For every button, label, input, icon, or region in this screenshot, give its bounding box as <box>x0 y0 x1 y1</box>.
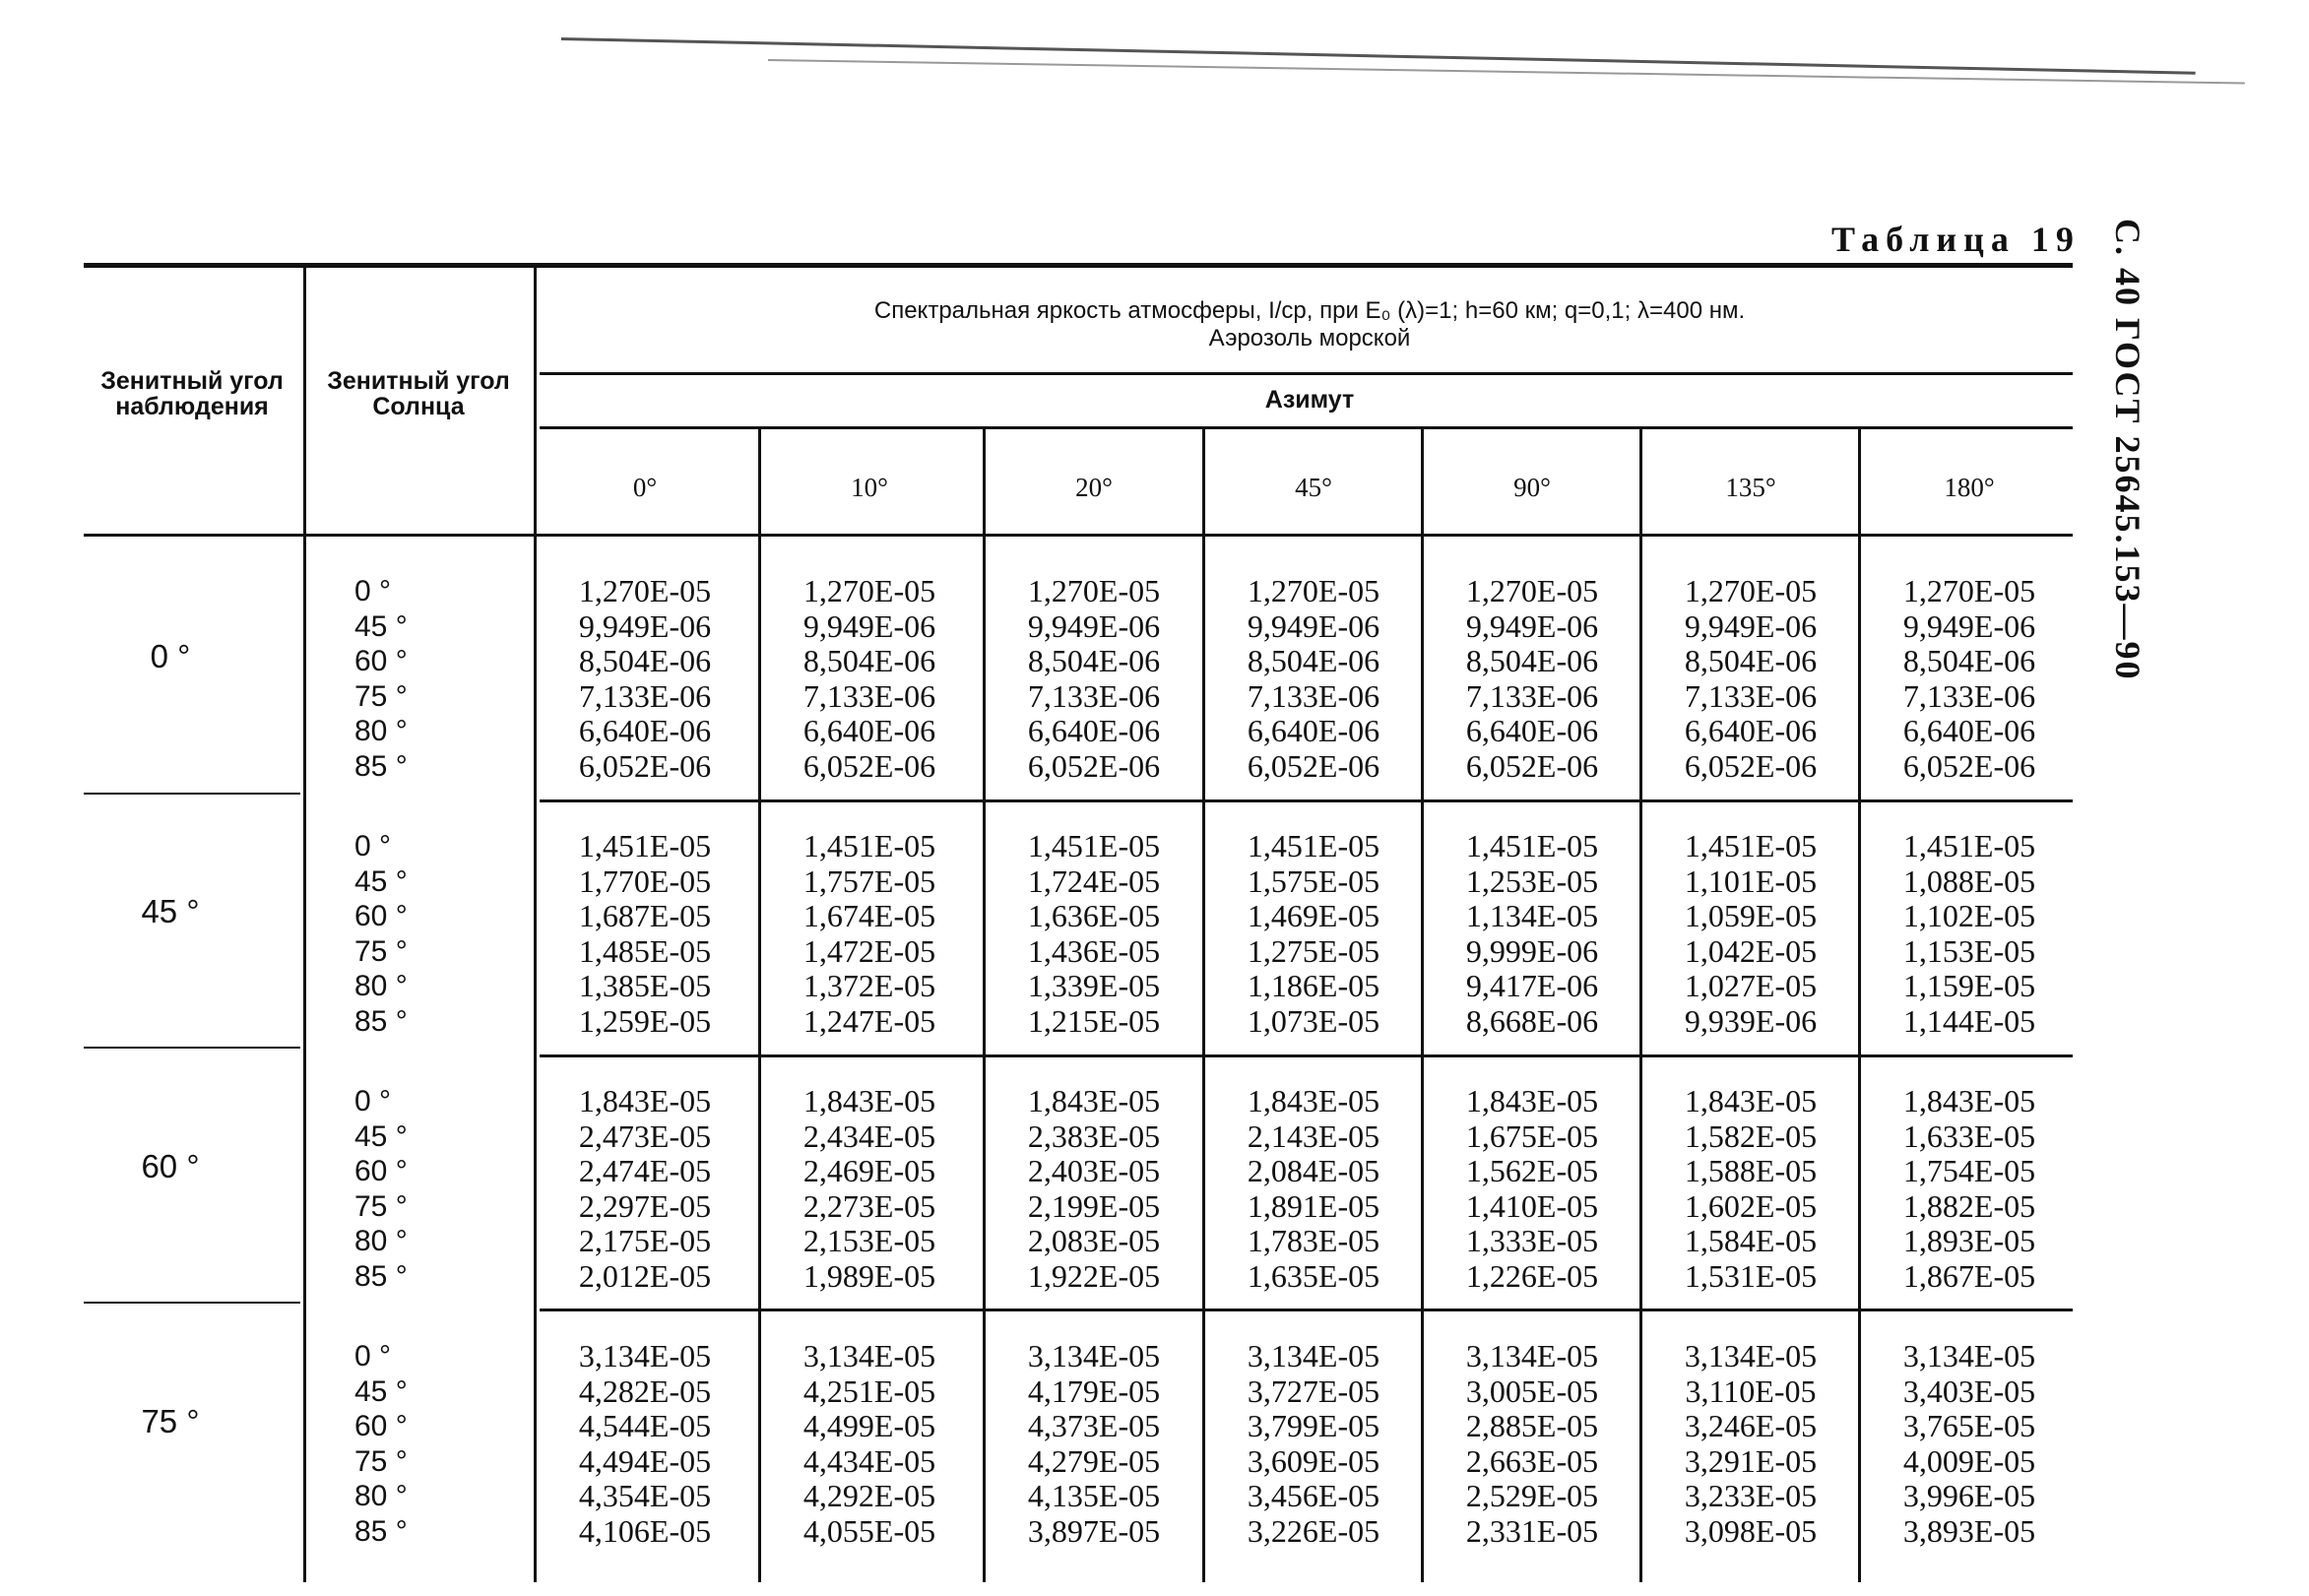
table-cell: 1,333E-05 <box>1465 1223 1599 1258</box>
azimuth-header: 45° <box>1295 473 1332 502</box>
table-cell: 1,270E-05 <box>1465 573 1599 608</box>
table-cell: 6,052E-06 <box>1027 747 1161 784</box>
table-cell: 1,891E-05 <box>1247 1187 1380 1224</box>
table-cell: 3,134E-05 <box>578 1338 712 1373</box>
sun-angle: 80 ° <box>354 1225 408 1257</box>
azimuth-header: 90° <box>1513 473 1551 502</box>
table-cell: 2,084E-05 <box>1247 1153 1380 1188</box>
table-cell: 1,385E-05 <box>578 968 712 1003</box>
value-column <box>761 1084 978 1294</box>
table-cell: 1,472E-05 <box>802 932 936 969</box>
table-cell: 1,153E-05 <box>1902 932 2036 969</box>
column-rule <box>303 263 306 1582</box>
table-cell: 3,403E-05 <box>1902 1373 2036 1409</box>
table-cell: 1,893E-05 <box>1902 1223 2036 1258</box>
sun-angle: 85 ° <box>354 1259 408 1293</box>
table-cell: 1,101E-05 <box>1684 862 1818 899</box>
table-cell: 1,770E-05 <box>578 862 712 899</box>
page-side-caption: С. 40 ГОСТ 25645.153—90 <box>2108 219 2148 681</box>
table-cell: 2,885E-05 <box>1465 1408 1599 1443</box>
group-rule <box>540 799 2073 802</box>
table-cell: 1,226E-05 <box>1465 1257 1599 1294</box>
table-cell: 1,073E-05 <box>1247 1002 1380 1039</box>
sun-angle: 45 ° <box>354 1119 408 1153</box>
table-cell: 6,640E-06 <box>1465 713 1599 748</box>
table-cell: 1,451E-05 <box>1465 828 1599 863</box>
sun-angle: 85 ° <box>354 749 408 783</box>
header-rule-1 <box>540 372 2073 375</box>
value-column <box>761 829 978 1039</box>
table-cell: 9,417E-06 <box>1465 968 1599 1003</box>
azimuth-header: 10° <box>851 473 888 502</box>
value-column <box>1424 829 1640 1039</box>
table-cell: 3,134E-05 <box>1902 1338 2036 1373</box>
table-cell: 1,562E-05 <box>1465 1153 1599 1188</box>
azimuth-header: 20° <box>1075 473 1113 502</box>
table-cell: 6,640E-06 <box>578 713 712 748</box>
table-cell: 1,531E-05 <box>1684 1257 1818 1294</box>
header-bottom-rule <box>84 534 2073 537</box>
value-column <box>1861 574 2078 784</box>
table-cell: 1,270E-05 <box>1902 573 2036 608</box>
table-cell: 4,106E-05 <box>578 1512 712 1549</box>
table-cell: 2,474E-05 <box>578 1153 712 1188</box>
table-cell: 4,179E-05 <box>1027 1373 1161 1409</box>
table-cell: 1,757E-05 <box>802 862 936 899</box>
table-cell: 6,052E-06 <box>578 747 712 784</box>
table-cell: 9,999E-06 <box>1465 932 1599 969</box>
table-cell: 1,867E-05 <box>1902 1257 2036 1294</box>
table-cell: 6,640E-06 <box>1902 713 2036 748</box>
table-cell: 1,059E-05 <box>1684 898 1818 933</box>
table-cell: 9,949E-06 <box>1684 607 1818 644</box>
table-cell: 2,175E-05 <box>578 1223 712 1258</box>
value-column <box>761 1339 978 1549</box>
sun-angle: 60 ° <box>354 645 408 677</box>
sun-angle: 75 ° <box>354 679 408 713</box>
table-cell: 1,882E-05 <box>1902 1187 2036 1224</box>
table-cell: 1,843E-05 <box>1027 1083 1161 1118</box>
table-cell: 1,275E-05 <box>1247 932 1380 969</box>
table-cell: 2,143E-05 <box>1247 1117 1380 1154</box>
value-column <box>1424 1084 1640 1294</box>
sun-angle: 80 ° <box>354 1480 408 1512</box>
table-cell: 2,012E-05 <box>578 1257 712 1294</box>
table-cell: 6,640E-06 <box>1247 713 1380 748</box>
value-column <box>986 829 1202 1039</box>
value-column <box>537 1339 753 1549</box>
table-cell: 7,133E-06 <box>1902 677 2036 714</box>
table-cell: 6,052E-06 <box>1247 747 1380 784</box>
table-cell: 4,279E-05 <box>1027 1442 1161 1479</box>
value-column <box>1861 1339 2078 1549</box>
table-top-rule <box>84 263 2073 268</box>
value-column <box>1205 574 1422 784</box>
table-cell: 3,246E-05 <box>1684 1408 1818 1443</box>
table-cell: 6,052E-06 <box>802 747 936 784</box>
table-cell: 1,372E-05 <box>802 968 936 1003</box>
sun-angle: 0 ° <box>354 1340 392 1373</box>
table-cell: 1,724E-05 <box>1027 862 1161 899</box>
value-column <box>1424 1339 1640 1549</box>
table-cell: 1,602E-05 <box>1684 1187 1818 1224</box>
sun-angle: 45 ° <box>354 609 408 643</box>
observation-angle: 45 ° <box>141 893 200 929</box>
table-cell: 1,247E-05 <box>802 1002 936 1039</box>
table-cell: 4,499E-05 <box>802 1408 936 1443</box>
sun-angle: 45 ° <box>354 864 408 898</box>
value-column <box>1861 829 2078 1039</box>
table-cell: 1,410E-05 <box>1465 1187 1599 1224</box>
table-cell: 8,504E-06 <box>1684 643 1818 678</box>
value-column <box>537 574 753 784</box>
table-cell: 1,485E-05 <box>578 932 712 969</box>
sun-angle: 0 ° <box>354 830 392 862</box>
table-cell: 1,783E-05 <box>1247 1223 1380 1258</box>
value-column <box>537 1084 753 1294</box>
table-cell: 7,133E-06 <box>1027 677 1161 714</box>
table-cell: 3,134E-05 <box>802 1338 936 1373</box>
table-cell: 7,133E-06 <box>578 677 712 714</box>
table-cell: 4,251E-05 <box>802 1373 936 1409</box>
value-column <box>1642 1339 1859 1549</box>
value-column <box>537 829 753 1039</box>
value-column <box>1424 574 1640 784</box>
table-cell: 6,052E-06 <box>1465 747 1599 784</box>
table-cell: 2,383E-05 <box>1027 1117 1161 1154</box>
group-rule <box>84 1047 300 1049</box>
table-cell: 9,949E-06 <box>1027 607 1161 644</box>
table-cell: 4,373E-05 <box>1027 1408 1161 1443</box>
table-cell: 1,215E-05 <box>1027 1002 1161 1039</box>
sun-angle: 75 ° <box>354 1189 408 1223</box>
table-cell: 1,027E-05 <box>1684 968 1818 1003</box>
observation-angle: 0 ° <box>150 638 191 674</box>
sun-angle: 85 ° <box>354 1514 408 1548</box>
table-cell: 1,754E-05 <box>1902 1153 2036 1188</box>
table-cell: 1,843E-05 <box>1247 1083 1380 1118</box>
table-cell: 2,153E-05 <box>802 1223 936 1258</box>
table-cell: 1,451E-05 <box>1247 828 1380 863</box>
table-cell: 1,270E-05 <box>578 573 712 608</box>
group-rule <box>84 1302 300 1304</box>
table-cell: 2,083E-05 <box>1027 1223 1161 1258</box>
table-cell: 7,133E-06 <box>1684 677 1818 714</box>
sun-angle: 45 ° <box>354 1374 408 1408</box>
table-cell: 1,144E-05 <box>1902 1002 2036 1039</box>
table-cell: 3,110E-05 <box>1685 1373 1817 1409</box>
observation-angle: 60 ° <box>141 1148 200 1184</box>
sun-angle-list <box>354 829 433 1039</box>
table-cell: 1,588E-05 <box>1684 1153 1818 1188</box>
table-cell: 1,088E-05 <box>1902 862 2036 899</box>
table-cell: 9,949E-06 <box>1465 607 1599 644</box>
table-cell: 1,436E-05 <box>1027 932 1161 969</box>
azimuth-header: 135° <box>1725 473 1776 502</box>
value-column <box>986 1339 1202 1549</box>
table-cell: 1,633E-05 <box>1902 1117 2036 1154</box>
table-cell: 3,456E-05 <box>1247 1478 1380 1513</box>
table-cell: 1,843E-05 <box>802 1083 936 1118</box>
sun-angle: 75 ° <box>354 934 408 968</box>
table-cell: 4,544E-05 <box>578 1408 712 1443</box>
table-cell: 3,609E-05 <box>1247 1442 1380 1479</box>
table-cell: 1,675E-05 <box>1465 1117 1599 1154</box>
sun-angle-list <box>354 574 433 784</box>
group-rule <box>540 1054 2073 1057</box>
table-cell: 2,434E-05 <box>802 1117 936 1154</box>
table-cell: 1,843E-05 <box>578 1083 712 1118</box>
table-cell: 4,135E-05 <box>1027 1478 1161 1513</box>
sun-angle: 80 ° <box>354 715 408 747</box>
table-cell: 1,843E-05 <box>1902 1083 2036 1118</box>
value-column <box>1205 829 1422 1039</box>
table-cell: 3,799E-05 <box>1247 1408 1380 1443</box>
table-cell: 8,504E-06 <box>1027 643 1161 678</box>
table-cell: 2,473E-05 <box>578 1117 712 1154</box>
table-cell: 4,354E-05 <box>578 1478 712 1513</box>
header-observation-angle: Зенитный угол наблюдения <box>100 367 284 420</box>
table-cell: 3,996E-05 <box>1902 1478 2036 1513</box>
table-cell: 3,134E-05 <box>1684 1338 1818 1373</box>
table-cell: 2,403E-05 <box>1027 1153 1161 1188</box>
table-cell: 1,469E-05 <box>1247 898 1380 933</box>
sun-angle: 60 ° <box>354 1155 408 1187</box>
table-cell: 9,939E-06 <box>1684 1002 1818 1039</box>
value-column <box>986 1084 1202 1294</box>
table-cell: 8,504E-06 <box>802 643 936 678</box>
table-cell: 3,134E-05 <box>1027 1338 1161 1373</box>
sun-angle: 60 ° <box>354 1410 408 1442</box>
table-cell: 3,893E-05 <box>1902 1512 2036 1549</box>
table-cell: 2,273E-05 <box>802 1187 936 1224</box>
table-cell: 1,270E-05 <box>1684 573 1818 608</box>
group-rule <box>84 793 300 795</box>
table-cell: 1,253E-05 <box>1465 862 1599 899</box>
table-cell: 1,102E-05 <box>1902 898 2036 933</box>
table-cell: 1,989E-05 <box>802 1257 936 1294</box>
table-cell: 4,494E-05 <box>578 1442 712 1479</box>
header-sun-angle: Зенитный угол Солнца <box>327 367 510 420</box>
table-cell: 3,005E-05 <box>1465 1373 1599 1409</box>
table-cell: 1,843E-05 <box>1684 1083 1818 1118</box>
sun-angle-list <box>354 1084 433 1294</box>
table-cell: 3,897E-05 <box>1027 1512 1161 1549</box>
value-column <box>761 574 978 784</box>
value-column <box>986 574 1202 784</box>
table-cell: 1,159E-05 <box>1902 968 2036 1003</box>
value-column <box>1861 1084 2078 1294</box>
table-cell: 3,098E-05 <box>1684 1512 1818 1549</box>
table-cell: 1,582E-05 <box>1684 1117 1818 1154</box>
table-cell: 1,575E-05 <box>1247 862 1380 899</box>
table-cell: 8,504E-06 <box>1247 643 1380 678</box>
sun-angle: 80 ° <box>354 970 408 1002</box>
table-cell: 1,451E-05 <box>1684 828 1818 863</box>
value-column <box>1205 1084 1422 1294</box>
group-rule <box>540 1309 2073 1311</box>
table-cell: 2,297E-05 <box>578 1187 712 1224</box>
table-cell: 3,134E-05 <box>1465 1338 1599 1373</box>
table-cell: 9,949E-06 <box>578 607 712 644</box>
table-cell: 2,529E-05 <box>1465 1478 1599 1513</box>
table-cell: 1,134E-05 <box>1465 898 1599 933</box>
table-cell: 1,636E-05 <box>1027 898 1161 933</box>
sun-angle: 85 ° <box>354 1004 408 1038</box>
table-cell: 2,663E-05 <box>1465 1442 1599 1479</box>
sun-angle: 0 ° <box>354 575 392 607</box>
table-cell: 3,134E-05 <box>1247 1338 1380 1373</box>
table-cell: 3,765E-05 <box>1902 1408 2036 1443</box>
table-cell: 4,282E-05 <box>578 1373 712 1409</box>
table-cell: 3,727E-05 <box>1247 1373 1380 1409</box>
table-cell: 9,949E-06 <box>1247 607 1380 644</box>
table-cell: 8,504E-06 <box>1465 643 1599 678</box>
sun-angle: 60 ° <box>354 900 408 932</box>
table-cell: 4,292E-05 <box>802 1478 936 1513</box>
table-cell: 1,451E-05 <box>802 828 936 863</box>
table-cell: 1,451E-05 <box>1027 828 1161 863</box>
azimuth-header: 0° <box>632 473 658 502</box>
table-cell: 1,186E-05 <box>1247 968 1380 1003</box>
value-column <box>1642 1084 1859 1294</box>
table-cell: 4,055E-05 <box>802 1512 936 1549</box>
table-cell: 1,674E-05 <box>802 898 936 933</box>
table-cell: 4,434E-05 <box>802 1442 936 1479</box>
value-column <box>1205 1339 1422 1549</box>
table-cell: 1,451E-05 <box>1902 828 2036 863</box>
header-main-title <box>551 297 2068 352</box>
observation-angle: 75 ° <box>141 1403 200 1439</box>
table-cell: 1,042E-05 <box>1684 932 1818 969</box>
table-cell: 6,052E-06 <box>1684 747 1818 784</box>
table-cell: 6,640E-06 <box>1684 713 1818 748</box>
header-azimuth: Азимут <box>1264 386 1355 414</box>
table-cell: 1,270E-05 <box>1247 573 1380 608</box>
table-cell: 1,339E-05 <box>1027 968 1161 1003</box>
table-cell: 2,199E-05 <box>1027 1187 1161 1224</box>
table-cell: 3,291E-05 <box>1684 1442 1818 1479</box>
value-column <box>1642 574 1859 784</box>
table-cell: 1,270E-05 <box>1027 573 1161 608</box>
table-cell: 2,469E-05 <box>802 1153 936 1188</box>
table-cell: 1,922E-05 <box>1027 1257 1161 1294</box>
scan-artifact-line <box>768 59 2245 85</box>
table-cell: 8,504E-06 <box>1902 643 2036 678</box>
table-title: Таблица 19 <box>1831 220 2081 259</box>
table-cell: 3,226E-05 <box>1247 1512 1380 1549</box>
table-cell: 8,504E-06 <box>578 643 712 678</box>
table-cell: 8,668E-06 <box>1465 1002 1599 1039</box>
table-cell: 1,843E-05 <box>1465 1083 1599 1118</box>
table-cell: 7,133E-06 <box>802 677 936 714</box>
table-cell: 1,584E-05 <box>1684 1223 1818 1258</box>
table-cell: 6,640E-06 <box>802 713 936 748</box>
table-cell: 1,451E-05 <box>578 828 712 863</box>
header-main-line-1: Спектральная яркость атмосферы, I/ср, при E₀ (λ)=1; h=60 км; q=0,1; λ=400 нм. <box>873 297 1746 324</box>
header-rule-2 <box>540 426 2073 429</box>
sun-angle: 75 ° <box>354 1444 408 1478</box>
azimuth-header: 180° <box>1944 473 1995 502</box>
table-cell: 6,052E-06 <box>1902 747 2036 784</box>
table-cell: 9,949E-06 <box>1902 607 2036 644</box>
table-cell: 1,687E-05 <box>578 898 712 933</box>
sun-angle-list <box>354 1339 433 1549</box>
table-cell: 4,009E-05 <box>1902 1442 2036 1479</box>
sun-angle: 0 ° <box>354 1085 392 1117</box>
table-cell: 7,133E-06 <box>1247 677 1380 714</box>
value-column <box>1642 829 1859 1039</box>
table-cell: 6,640E-06 <box>1027 713 1161 748</box>
table-cell: 1,635E-05 <box>1247 1257 1380 1294</box>
table-cell: 3,233E-05 <box>1684 1478 1818 1513</box>
table-cell: 2,331E-05 <box>1465 1512 1599 1549</box>
table-cell: 1,259E-05 <box>578 1002 712 1039</box>
table-cell: 9,949E-06 <box>802 607 936 644</box>
header-main-line-2: Аэрозоль морской <box>1208 325 1411 351</box>
table-cell: 1,270E-05 <box>802 573 936 608</box>
table-cell: 7,133E-06 <box>1465 677 1599 714</box>
